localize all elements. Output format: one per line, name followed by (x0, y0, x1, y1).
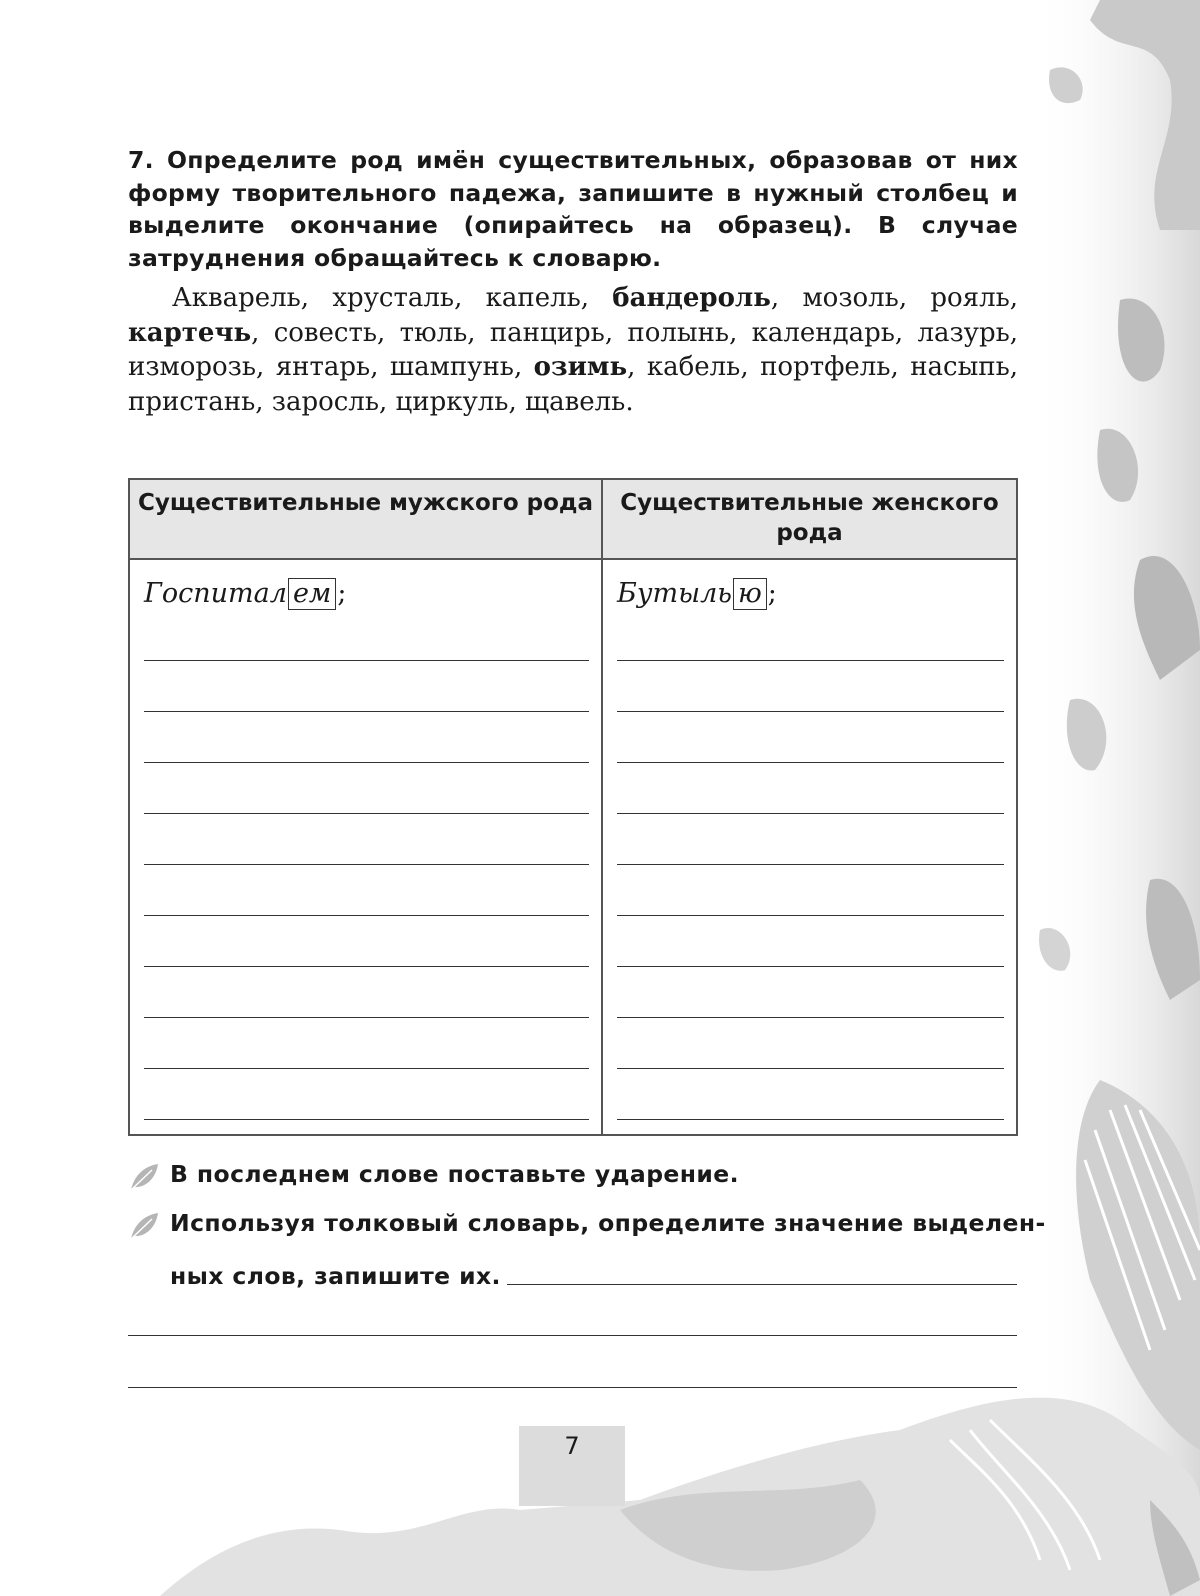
word-item: лазурь (917, 317, 1010, 348)
word-item: шампунь (389, 352, 514, 383)
feminine-column-header: Существительные женского рода (620, 490, 999, 546)
word-separator: , (454, 283, 486, 313)
word-separator: , (508, 387, 525, 418)
word-separator: , (377, 317, 400, 348)
word-separator: , (378, 387, 396, 418)
fem-write-line[interactable] (617, 1068, 1004, 1069)
word-separator: , (604, 317, 628, 348)
sample-punct: ; (767, 578, 777, 609)
fem-write-line[interactable] (617, 1119, 1004, 1120)
ending-box: ю (733, 578, 767, 610)
word-item: изморозь (128, 352, 257, 383)
word-item: кабель (646, 352, 741, 383)
answer-write-line[interactable] (128, 1335, 1017, 1336)
word-item: рояль (930, 283, 1010, 313)
word-separator: . (625, 387, 634, 418)
word-list (128, 281, 1018, 420)
ending-box: ем (288, 578, 336, 610)
fem-write-line[interactable] (617, 966, 1004, 967)
word-separator: , (890, 352, 911, 383)
answer-write-line[interactable] (507, 1284, 1017, 1285)
fem-write-line[interactable] (617, 1017, 1004, 1018)
word-separator: , (729, 317, 752, 348)
word-item: заросль (271, 387, 379, 418)
masc-write-line[interactable] (144, 864, 589, 865)
word-item: бандероль (612, 283, 771, 313)
masculine-column-header: Существительные мужского рода (137, 490, 594, 516)
task-number: 7. (128, 146, 154, 174)
feminine-sample (617, 576, 777, 612)
masc-write-line[interactable] (144, 762, 589, 763)
word-separator: , (580, 283, 613, 313)
word-separator: , (770, 283, 803, 313)
word-separator: , (1009, 352, 1019, 383)
word-item: насыпь (910, 352, 1010, 383)
fem-write-line[interactable] (617, 711, 1004, 712)
leaf-icon (128, 1162, 160, 1192)
word-item: озимь (533, 352, 628, 383)
word-item: янтарь (275, 352, 371, 383)
task-instruction (128, 144, 1018, 274)
word-separator: , (467, 317, 490, 348)
masc-write-line[interactable] (144, 711, 589, 712)
fem-write-line[interactable] (617, 762, 1004, 763)
masc-write-line[interactable] (144, 813, 589, 814)
sample-punct: ; (337, 578, 347, 609)
word-separator: , (255, 387, 272, 418)
masc-write-line[interactable] (144, 1017, 589, 1018)
answer-write-line[interactable] (128, 1387, 1017, 1388)
word-item: хрусталь (332, 283, 455, 313)
fem-write-line[interactable] (617, 915, 1004, 916)
word-separator: , (370, 352, 390, 383)
sample-stem: Бутыль (617, 578, 732, 609)
column-divider (601, 480, 603, 1134)
fem-write-line[interactable] (617, 864, 1004, 865)
word-separator: , (256, 352, 276, 383)
task-text: Определите род имён существительных, образовав от них форму творительного падежа, запишите в нужный столбец и выделите окончание (опирайтесь на образец). В случае затруднения обращайтесь к словарю. (128, 146, 1018, 272)
masc-write-line[interactable] (144, 660, 589, 661)
word-separator: , (300, 283, 333, 313)
gender-table (128, 478, 1018, 1136)
masc-write-line[interactable] (144, 915, 589, 916)
word-item: полынь (627, 317, 730, 348)
fem-write-line[interactable] (617, 660, 1004, 661)
word-item: циркуль (395, 387, 509, 418)
word-separator: , (627, 352, 647, 383)
masc-write-line[interactable] (144, 1068, 589, 1069)
word-item: щавель (524, 387, 626, 418)
word-item: капель (485, 283, 581, 313)
dictionary-note-line1: Используя толковый словарь, определите значение выделен- (170, 1209, 1046, 1237)
word-item: мозоль (802, 283, 899, 313)
sample-stem: Госпитал (144, 578, 287, 609)
word-item: тюль (399, 317, 468, 348)
masculine-sample (144, 576, 346, 612)
masc-write-line[interactable] (144, 966, 589, 967)
word-separator: , (513, 352, 534, 383)
stress-note-text: В последнем слове поставьте ударение. (170, 1160, 739, 1188)
page-number: 7 (564, 1432, 580, 1460)
leaf-icon (128, 1211, 160, 1241)
word-separator: , (251, 317, 274, 348)
fem-write-line[interactable] (617, 813, 1004, 814)
word-item: Акварель (172, 283, 301, 313)
word-item: картечь (128, 317, 252, 348)
word-separator: , (740, 352, 761, 383)
masc-write-line[interactable] (144, 1119, 589, 1120)
word-item: портфель (760, 352, 891, 383)
dictionary-note-line2: ных слов, запишите их. (170, 1262, 501, 1290)
word-separator: , (894, 317, 918, 348)
page-number-box (519, 1426, 625, 1506)
word-item: совесть (273, 317, 378, 348)
word-separator: , (1009, 283, 1019, 313)
word-separator: , (1009, 317, 1019, 348)
word-item: пристань (128, 387, 256, 418)
word-separator: , (898, 283, 931, 313)
word-item: календарь (751, 317, 895, 348)
word-item: панцирь (489, 317, 605, 348)
